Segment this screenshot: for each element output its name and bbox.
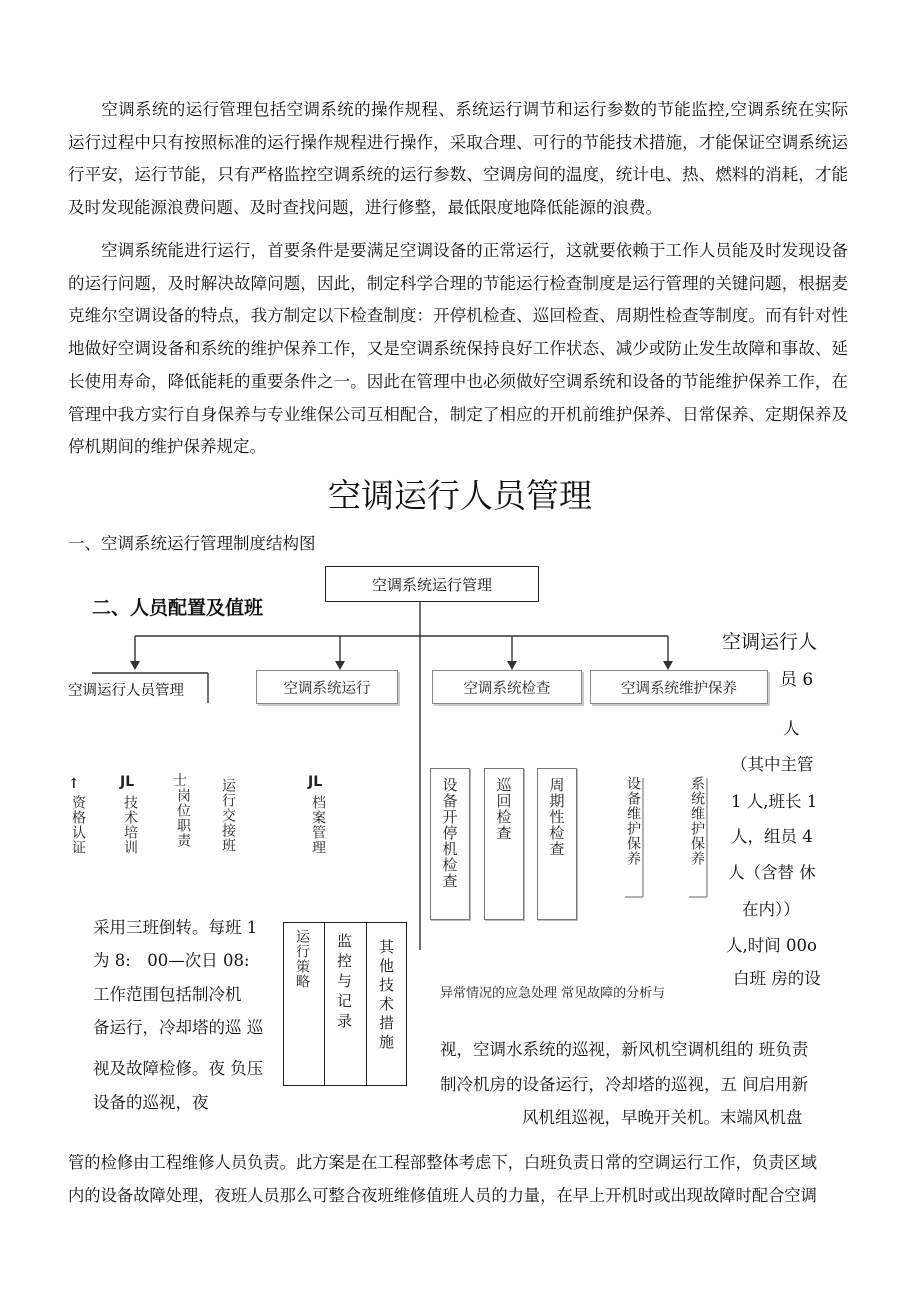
mark-jl-2: JL <box>308 774 323 790</box>
personnel-item-training: 技术培训 <box>122 795 138 855</box>
right-line-3: 风机组巡视，早晚开关机。末端风机盘 <box>522 1108 803 1127</box>
ops-other: 其他技术措施 <box>377 939 395 1053</box>
maint-system: 系统维护保养 <box>689 776 705 866</box>
check-startstop-box: 设备开停机检查 <box>430 768 470 920</box>
right-line-1: 视，空调水系统的巡视，新风机空调机组的 班负责 <box>440 1040 809 1059</box>
check-periodic-box: 周期性检查 <box>537 768 577 920</box>
personnel-item-records: 档案管理 <box>310 795 326 855</box>
shift-line-3: 工作范围包括制冷机 <box>93 985 242 1004</box>
chart-l1-operation: 空调系统运行 <box>256 670 398 704</box>
section-1-heading: 一、空调系统运行管理制度结构图 <box>68 534 316 553</box>
ops-strategy: 运行策略 <box>294 929 310 989</box>
section-2-heading: 二、人员配置及值班 <box>92 597 264 619</box>
ops-monitoring: 监控与记录 <box>335 933 353 1033</box>
staff-line-2: 员 6 <box>780 670 814 690</box>
staff-line-5: 1 人,班长 1 <box>731 792 818 811</box>
ops-table <box>283 922 407 1086</box>
chart-l1-inspection: 空调系统检查 <box>432 670 582 704</box>
staff-line-4: （其中主管 <box>731 755 814 774</box>
staff-line-8: 在内）） <box>742 900 800 919</box>
mark-jl-1: JL <box>120 774 135 790</box>
mark-arrow: ↑ <box>68 776 80 792</box>
personnel-item-qualification: 资格认证 <box>70 795 86 855</box>
chart-l1-personnel: 空调运行人员管理 <box>68 683 184 699</box>
chart-root-box: 空调系统运行管理 <box>325 566 539 602</box>
shift-line-1: 采用三班倒转。每班 1 <box>93 918 258 937</box>
mark-shi: 士 <box>173 773 187 789</box>
shift-line-2: 为 8: 00—次日 08: <box>93 951 250 970</box>
shift-line-4: 备运行，冷却塔的巡 巡 <box>93 1018 264 1037</box>
right-line-2: 制冷机房的设备运行，冷却塔的巡视，五 间启用新 <box>440 1075 809 1094</box>
staff-line-10: 白班 房的设 <box>733 969 821 988</box>
personnel-item-duty: 岗位职责 <box>175 788 191 848</box>
personnel-item-handover: 运行交接班 <box>220 778 236 853</box>
emergency-caption: 异常情况的应急处理 常见故障的分析与 <box>440 986 666 1001</box>
staff-line-7: 人（含替 休 <box>728 863 816 882</box>
staff-line-1: 空调运行人 <box>722 631 818 653</box>
chart-l1-maintenance: 空调系统维护保养 <box>590 670 768 704</box>
bottom-line-2: 内的设备故障处理，夜班人员那么可整合夜班维修值班人员的力量，在早上开机时或出现故障时配合空调 <box>68 1186 817 1205</box>
staff-line-6: 人，组员 4 <box>731 827 813 846</box>
shift-line-5: 视及故障检修。夜 负压 <box>93 1059 264 1078</box>
page-title: 空调运行人员管理 <box>328 476 592 515</box>
bottom-line-1: 管的检修由工程维修人员负责。此方案是在工程部整体考虑下，白班负责日常的空调运行工作，负责区域 <box>68 1153 817 1172</box>
shift-line-6: 设备的巡视，夜 <box>93 1093 209 1112</box>
intro-paragraph-1: 空调系统的运行管理包括空调系统的操作规程、系统运行调节和运行参数的节能监控,空调系统在实际运行过程中只有按照标准的运行操作规程进行操作，采取合理、可行的节能技术措施，才能保证空调系统运行平安，运行节能，只有严格监控空调系统的运行参数、空调房间的温度，统计电、热、燃料的消耗，才能及时发现能源浪费问题、及时查找问题，进行修整，最低限度地降低能源的浪费。 <box>68 100 848 218</box>
staff-line-9: 人,时间 00o <box>726 936 817 955</box>
intro-paragraph-2: 空调系统能进行运行，首要条件是要满足空调设备的正常运行，这就要依赖于工作人员能及时发现设备的运行问题，及时解决故障问题，因此，制定科学合理的节能运行检查制度是运行管理的关键问题，根据麦克维尔空调设备的特点，我方制定以下检查制度：开停机检查、巡回检查、周期性检查等制度。而有针对性地做好空调设备和系统的维护保养工作，又是空调系统保持良好工作状态、减少或防止发生故障和事故、延长使用寿命，降低能耗的重要条件之一。因此在管理中也必须做好空调系统和设备的节能维护保养工作，在管理中我方实行自身保养与专业维保公司互相配合，制定了相应的开机前维护保养、日常保养、定期保养及停机期间的维护保养规定。 <box>68 241 848 457</box>
staff-line-3: 人 <box>783 719 800 738</box>
check-patrol-box: 巡回检查 <box>484 768 524 920</box>
maint-equipment: 设备维护保养 <box>625 776 641 866</box>
